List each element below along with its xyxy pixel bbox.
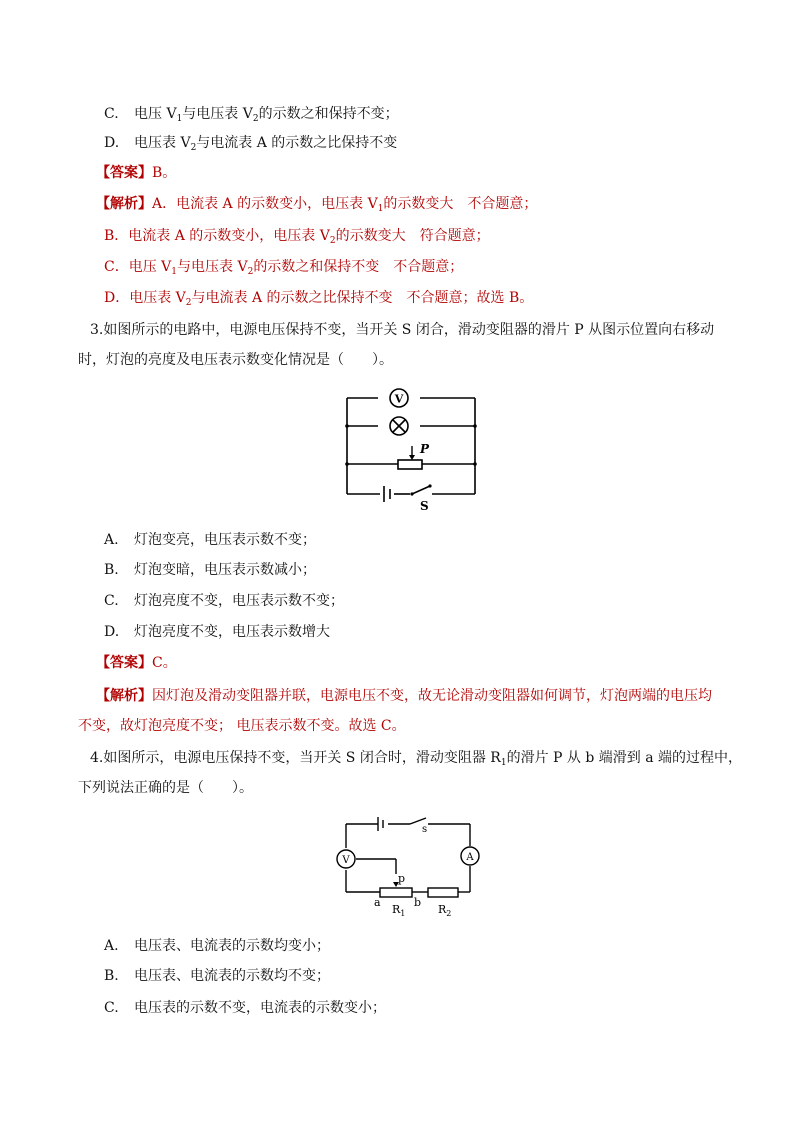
q4-option-b: B. 电压表、电流表的示数均不变；: [104, 968, 330, 984]
explanation-line-d: D．电压表 $V_2$与电流表 A 的示数之比保持不变 不合题意；故选 B。: [104, 290, 534, 308]
r1-label: $R_1$: [392, 903, 406, 918]
q4-option-c: C. 电压表的示数不变，电流表的示数变小；: [104, 1000, 386, 1016]
question-3-line-2: 时，灯泡的亮度及电压表示数变化情况是（ ）。: [78, 352, 393, 368]
option-d: D. 电压表 $V_2$与电流表 A 的示数之比保持不变: [104, 135, 398, 153]
question-4-line-1: 4.如图所示，电源电压保持不变，当开关 S 闭合时，滑动变阻器 $R_1$的滑片 P 从 b 端滑到 a 端的过程中，: [90, 750, 743, 768]
switch-label: s: [422, 824, 428, 835]
explanation-line-c: C．电压 $V_1$与电压表 $V_2$的示数之和保持不变 不合题意；: [104, 259, 464, 277]
question-4-line-2: 下列说法正确的是（ ）。: [78, 780, 253, 796]
end-b-label: b: [414, 896, 422, 909]
voltmeter-label: V: [394, 392, 404, 406]
end-a-label: a: [374, 896, 381, 909]
rheostat-r1-icon: [380, 888, 412, 897]
voltmeter-label: V: [342, 855, 350, 866]
q3-option-d: D. 灯泡亮度不变，电压表示数增大: [104, 624, 330, 640]
explanation-line-b: B．电流表 A 的示数变小，电压表 $V_2$的示数变大 符合题意；: [104, 228, 490, 246]
explanation-line-a: 【解析】A．电流表 A 的示数变小，电压表 $V_1$的示数变大 不合题意；: [96, 196, 538, 214]
rheostat-icon: [398, 460, 422, 469]
r2-label: $R_2$: [438, 903, 452, 918]
q3-option-c: C. 灯泡亮度不变，电压表示数不变；: [104, 593, 344, 609]
option-label: C.: [104, 106, 119, 122]
q3-answer-line: 【答案】C。: [96, 655, 177, 671]
q3-explanation-line-2: 不变，故灯泡亮度不变； 电压表示数不变。故选 C。: [78, 718, 406, 734]
slider-label: p: [398, 872, 406, 885]
question-3-line-1: 3.如图所示的电路中，电源电压保持不变，当开关 S 闭合，滑动变阻器的滑片 P 从图示位置向右移动: [90, 322, 715, 338]
answer-line: 【答案】B。: [96, 165, 177, 181]
option-label: D.: [104, 135, 120, 151]
switch-label: S: [420, 499, 429, 513]
circuit-diagram-q4: [340, 810, 480, 920]
slider-label: P: [420, 442, 430, 456]
q3-explanation-line-1: 【解析】因灯泡及滑动变阻器并联，电源电压不变，故无论滑动变阻器如何调节，灯泡两端的电压均: [96, 688, 712, 704]
option-c: C. 电压 $V_1$与电压表 $V_2$的示数之和保持不变；: [104, 106, 399, 124]
q3-option-a: A. 灯泡变亮，电压表示数不变；: [104, 532, 316, 548]
q4-option-a: A. 电压表、电流表的示数均变小；: [104, 938, 330, 954]
ammeter-label: A: [466, 852, 474, 863]
circuit-diagram-q3: [340, 380, 490, 513]
resistor-r2-icon: [428, 888, 458, 897]
q3-option-b: B. 灯泡变暗，电压表示数减小；: [104, 562, 316, 578]
